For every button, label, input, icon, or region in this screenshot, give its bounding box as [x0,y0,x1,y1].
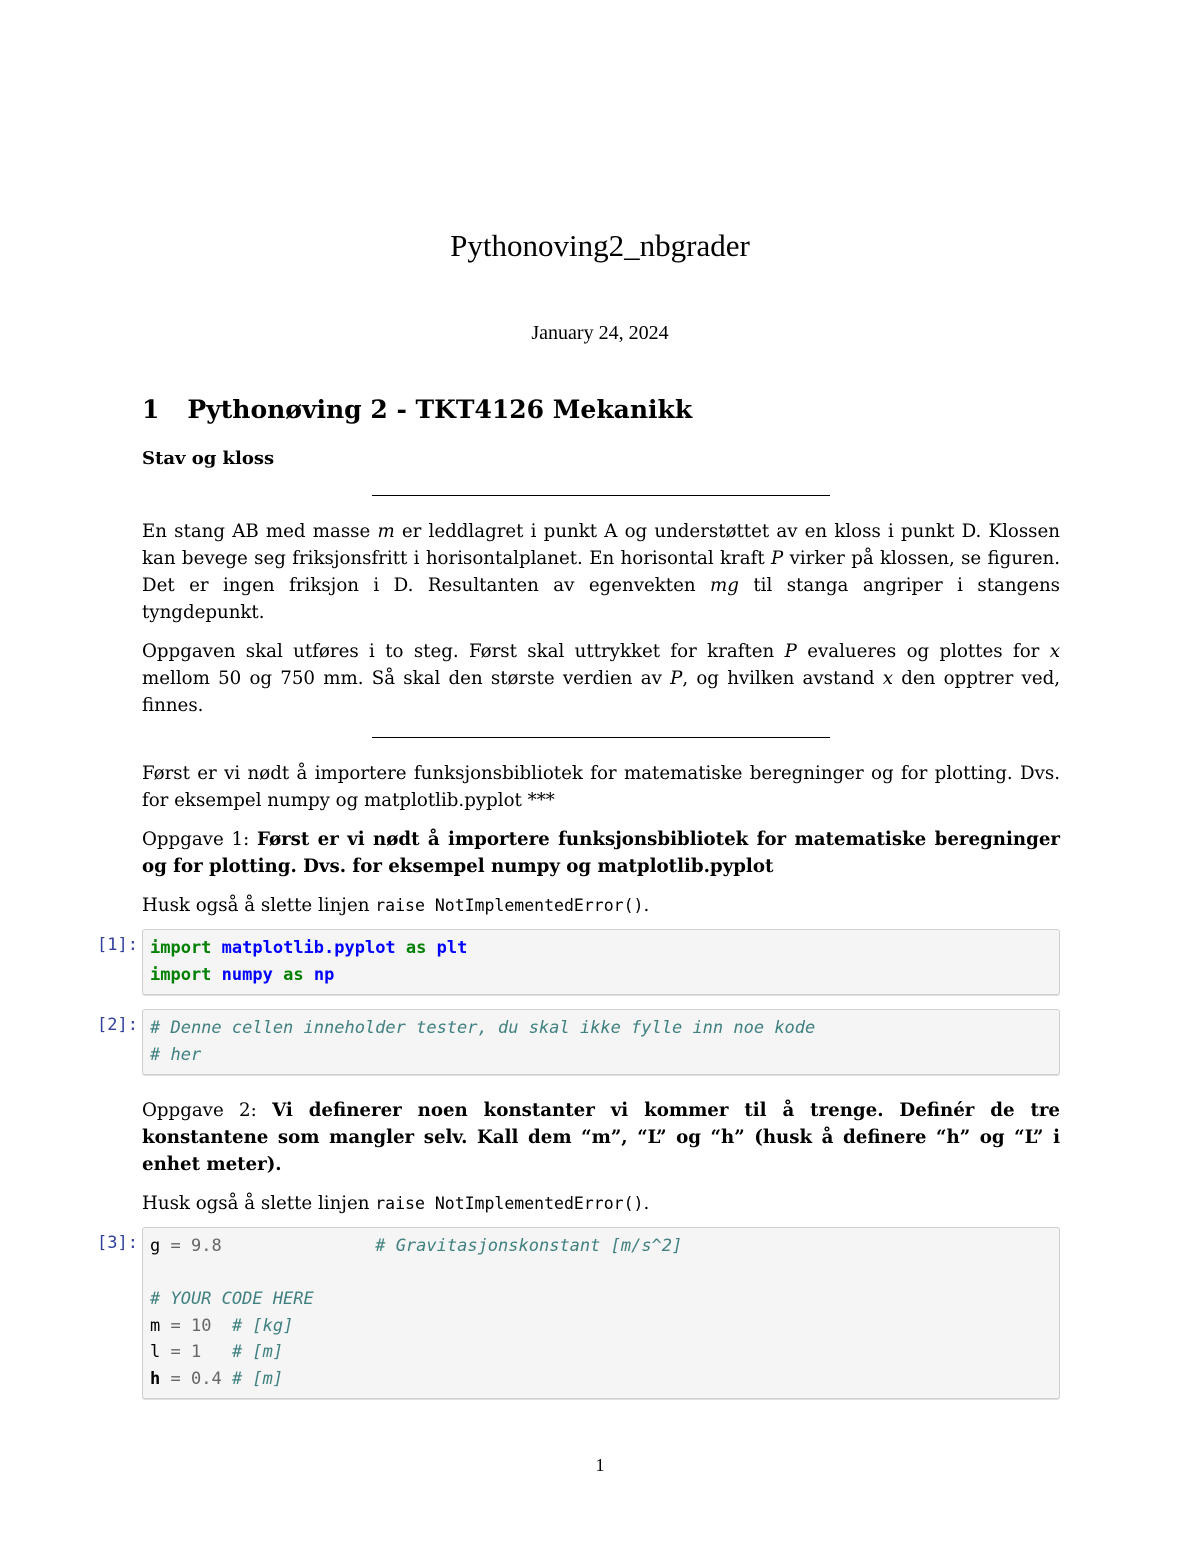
task-2: Oppgave 2: Vi definerer noen konstanter vi kommer til å trenge. Definér de tre konstantene som mangler selv. Kall dem “m”, “L” og “h” (husk å definere “h” og “L” i enhet meter). [142,1100,1060,1175]
code-cell-3[interactable] [97,1227,1060,1399]
cell-prompt: [1]: [97,935,138,955]
subheading: Stav og kloss [142,448,275,469]
task-1: Oppgave 1: Først er vi nødt å importere funksjonsbibliotek for matematiske beregninger og for plotting. Dvs. for eksempel numpy og matplotlib.pyplot [142,829,1060,877]
page-number: 1 [595,1455,605,1475]
code-input[interactable]: import matplotlib.pyplot as plt import numpy as np [142,929,1060,995]
intro-paragraph-1: En stang AB med masse m er leddlagret i punkt A og understøttet av en kloss i punkt D. Klossen kan bevege seg friksjonsfritt i horisontalplanet. En horisontal kraft P virker på klossen, se figuren. Det er ingen friksjon i D. Resultanten av egenvekten mg til stanga angriper i stangens tyngdepunkt. [142,521,1061,623]
horizontal-rule [372,737,830,738]
horizontal-rule [372,495,830,496]
body-paragraph: Først er vi nødt å importere funksjonsbibliotek for matematiske beregninger og for plotting. Dvs. for eksempel numpy og matplotlib.pyplot *** [142,763,1060,811]
reminder-2: Husk også å slette linjen raise NotImplementedError(). [142,1193,650,1214]
cell-prompt: [3]: [97,1233,138,1253]
code-cell-1[interactable] [97,929,1060,995]
cell-prompt: [2]: [97,1015,138,1035]
section-heading [142,395,1060,424]
intro-paragraph-2: Oppgaven skal utføres i to steg. Først skal uttrykket for kraften P evalueres og plottes for x mellom 50 og 750 mm. Så skal den største verdien av P, og hvilken avstand x den opptrer ved, finnes. [142,641,1061,716]
code-input[interactable]: g = 9.8 # Gravitasjonskonstant [m/s^2] # YOUR CODE HERE m = 10 # [kg] l = 1 # [m] h = 0.4 # [m] [142,1227,1060,1399]
section-title: Pythonøving 2 - TKT4126 Mekanikk [187,395,693,424]
section-number: 1 [142,395,160,424]
document-title: Pythonoving2_nbgrader [450,228,750,263]
code-input[interactable]: # Denne cellen inneholder tester, du skal ikke fylle inn noe kode # her [142,1009,1060,1075]
reminder-1: Husk også å slette linjen raise NotImplementedError(). [142,895,650,916]
document-date: January 24, 2024 [531,322,669,344]
code-cell-2[interactable] [97,1009,1060,1075]
document-content [97,395,1061,1413]
